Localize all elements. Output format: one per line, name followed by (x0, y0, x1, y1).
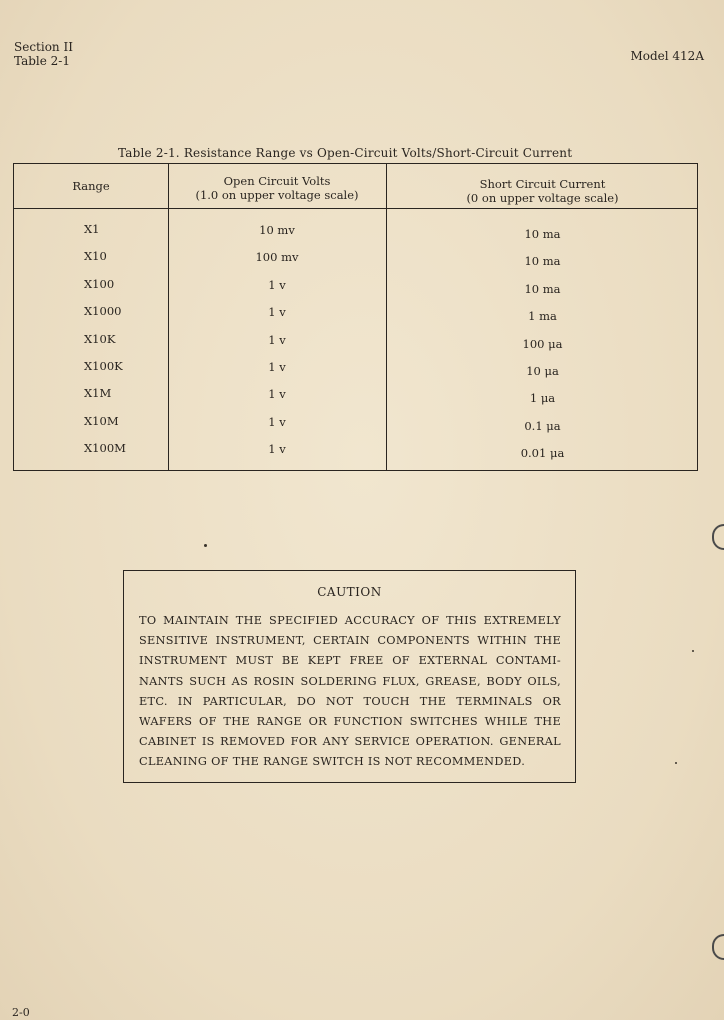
table-ref-label: Table 2-1 (14, 54, 70, 68)
section-label: Section II (14, 40, 73, 54)
cell-range: X10M (84, 413, 119, 428)
model-label: Model 412A (630, 49, 704, 63)
cell-range: X10 (84, 249, 107, 264)
table-row (14, 410, 699, 437)
cell-volts: 1 v (268, 277, 286, 292)
cell-range: X1000 (84, 304, 122, 319)
print-speck (675, 762, 677, 764)
table-row (14, 218, 699, 245)
table-row (14, 328, 699, 355)
cell-current: 10 μa (526, 363, 559, 378)
header-current-note: (0 on upper voltage scale) (466, 191, 619, 205)
header-short-circuit-current (386, 177, 699, 205)
cell-current: 0.01 μa (520, 446, 565, 461)
table-row (14, 273, 699, 300)
cell-range: X1M (84, 386, 112, 401)
cell-current: 10 ma (524, 254, 561, 269)
cell-range: X100K (84, 358, 123, 373)
cell-current: 0.1 μa (524, 418, 561, 433)
table-caption: Table 2-1. Resistance Range vs Open-Circuit Volts/Short-Circuit Current (118, 146, 573, 160)
resistance-range-table (13, 163, 698, 471)
cell-current: 1 μa (529, 391, 556, 406)
caution-box (123, 570, 576, 783)
caution-title: CAUTION (317, 585, 382, 599)
table-row (14, 300, 699, 327)
cell-volts: 1 v (268, 414, 286, 429)
section-header (14, 40, 73, 68)
header-volts-title: Open Circuit Volts (223, 174, 331, 188)
cell-volts: 1 v (268, 305, 286, 320)
caution-text: TO MAINTAIN THE SPECIFIED ACCURACY OF THIS EXTREMELY SENSITIVE INSTRUMENT, CERTAIN COMPONENTS WITHIN THE INSTRUMENT MUST BE KEPT FREE OF EXTERNAL CONTAMI-NANTS SUCH AS ROSIN SOLDERING FLUX, GREASE, BODY OILS, ETC. IN PARTICULAR, DO NOT TOUCH THE TERMINALS OR WAFERS OF THE RANGE OR FUNCTION SWITCHES WHILE THE CABINET IS REMOVED FOR ANY SERVICE OPERATION. GENERAL CLEANING OF THE RANGE SWITCH IS NOT RECOMMENDED. (139, 614, 561, 769)
table-row (14, 245, 699, 272)
cell-current: 10 ma (524, 227, 561, 241)
header-divider (14, 208, 697, 209)
cell-volts: 1 v (268, 359, 286, 374)
page-number: 2-0 (12, 1006, 30, 1019)
table-row (14, 437, 699, 464)
table-row (14, 355, 699, 382)
table-body (14, 218, 699, 465)
cell-volts: 10 mv (259, 223, 295, 237)
print-speck (692, 650, 694, 652)
cell-volts: 100 mv (255, 250, 299, 265)
cell-current: 100 μa (522, 336, 563, 351)
header-range: Range (72, 179, 110, 193)
cell-current: 10 ma (524, 281, 561, 296)
cell-range: X100M (84, 441, 126, 456)
cell-range: X100 (84, 276, 115, 291)
cell-volts: 1 v (268, 387, 286, 402)
header-volts-note: (1.0 on upper voltage scale) (195, 188, 359, 202)
table-row (14, 382, 699, 409)
cell-range: X10K (84, 331, 116, 346)
header-current-title: Short Circuit Current (479, 177, 606, 191)
header-open-circuit-volts (168, 174, 386, 202)
cell-volts: 1 v (268, 332, 286, 347)
print-speck (204, 544, 207, 547)
cell-range: X1 (84, 222, 100, 236)
cell-current: 1 ma (528, 309, 557, 324)
cell-volts: 1 v (268, 442, 286, 457)
